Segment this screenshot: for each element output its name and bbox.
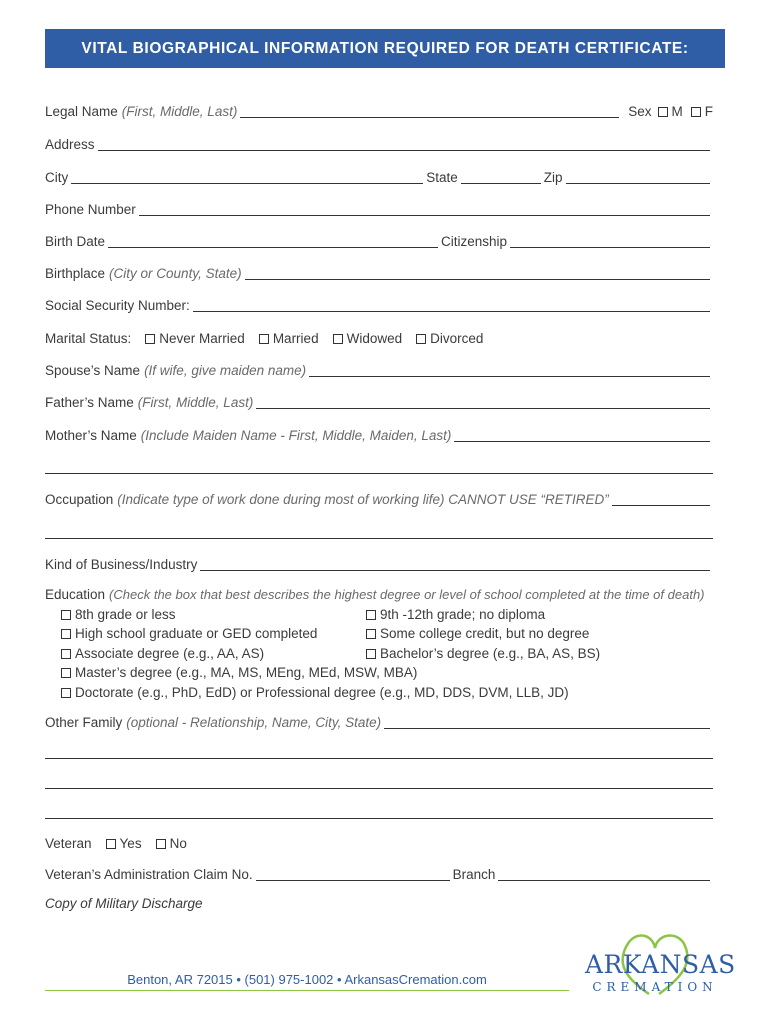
option-label: Some college credit, but no degree: [380, 626, 590, 641]
spouse-hint: (If wife, give maiden name): [144, 363, 307, 378]
birthplace-input[interactable]: [245, 266, 710, 280]
occupation-hint: (Indicate type of work done during most of working life) CANNOT USE “RETIRED”: [117, 492, 609, 507]
mother-label: Mother’s Name: [45, 428, 137, 443]
veteran-row: [45, 836, 713, 852]
edu-option-8th[interactable]: [61, 607, 176, 623]
address-input[interactable]: [98, 137, 710, 151]
va-claim-label: Veteran’s Administration Claim No.: [45, 867, 253, 882]
option-label: Bachelor’s degree (e.g., BA, AS, BS): [380, 646, 601, 661]
sex-f-label: F: [704, 104, 713, 119]
birth-row: [45, 234, 713, 250]
other-family-input[interactable]: [384, 715, 710, 729]
city-input[interactable]: [71, 170, 423, 184]
checkbox-icon[interactable]: [156, 839, 166, 849]
checkbox-icon[interactable]: [366, 649, 376, 659]
legal-name-label: Legal Name: [45, 104, 118, 119]
phone-input[interactable]: [139, 202, 710, 216]
veteran-label: Veteran: [45, 836, 92, 851]
option-label: Married: [272, 331, 319, 346]
checkbox-icon[interactable]: [61, 688, 71, 698]
education-row: [45, 587, 713, 603]
occupation-row: [45, 492, 713, 508]
business-label: Kind of Business/Industry: [45, 557, 198, 572]
option-label: Divorced: [430, 331, 484, 346]
footer-divider: [45, 990, 569, 991]
edu-option-9-12[interactable]: [366, 607, 545, 623]
legal-name-row: [45, 104, 713, 120]
education-hint: (Check the box that best describes the highest degree or level of school completed at the time of death): [109, 587, 705, 602]
ssn-row: [45, 298, 713, 314]
option-label: High school graduate or GED completed: [75, 626, 318, 641]
father-input[interactable]: [256, 395, 710, 409]
marital-married[interactable]: [259, 331, 319, 347]
edu-option-some-college[interactable]: [366, 626, 589, 642]
phone-row: [45, 202, 713, 218]
marital-never-married[interactable]: [145, 331, 245, 347]
spouse-row: [45, 363, 713, 379]
checkbox-icon[interactable]: [366, 629, 376, 639]
form-header: [45, 29, 725, 68]
mother-input-continued[interactable]: [45, 473, 713, 474]
checkbox-icon[interactable]: [61, 610, 71, 620]
address-label: Address: [45, 137, 95, 152]
option-label: Yes: [119, 836, 142, 851]
citizenship-input[interactable]: [510, 234, 710, 248]
city-row: [45, 170, 713, 186]
education-label: Education: [45, 587, 106, 602]
other-family-line-4[interactable]: [45, 818, 713, 819]
sex-label: Sex: [628, 104, 652, 119]
checkbox-icon[interactable]: [61, 668, 71, 678]
edu-option-master[interactable]: [61, 665, 417, 681]
checkbox-icon[interactable]: [145, 334, 155, 344]
ssn-input[interactable]: [193, 298, 710, 312]
legal-name-input[interactable]: [240, 104, 619, 118]
address-row: [45, 137, 713, 153]
option-label: 9th -12th grade; no diploma: [380, 607, 546, 622]
sex-option-m[interactable]: [658, 104, 683, 120]
edu-option-bachelor[interactable]: [366, 646, 600, 662]
option-label: Doctorate (e.g., PhD, EdD) or Professional degree (e.g., MD, DDS, DVM, LLB, JD): [75, 685, 569, 700]
branch-label: Branch: [452, 867, 496, 882]
va-claim-row: [45, 867, 713, 883]
arkansas-cremation-logo: [585, 928, 736, 998]
sex-m-label: M: [671, 104, 683, 119]
veteran-no[interactable]: [156, 836, 187, 852]
phone-label: Phone Number: [45, 202, 136, 217]
other-family-line-3[interactable]: [45, 788, 713, 789]
checkbox-icon[interactable]: [106, 839, 116, 849]
father-row: [45, 395, 713, 411]
discharge-row: [45, 896, 713, 912]
zip-input[interactable]: [566, 170, 710, 184]
mother-hint: (Include Maiden Name - First, Middle, Maiden, Last): [140, 428, 452, 443]
ssn-label: Social Security Number:: [45, 298, 190, 313]
marital-label: Marital Status:: [45, 331, 132, 346]
option-label: Associate degree (e.g., AA, AS): [75, 646, 265, 661]
father-label: Father’s Name: [45, 395, 134, 410]
checkbox-icon[interactable]: [259, 334, 269, 344]
citizenship-label: Citizenship: [441, 234, 508, 249]
birthplace-label: Birthplace: [45, 266, 106, 281]
business-input[interactable]: [200, 557, 710, 571]
checkbox-icon[interactable]: [658, 107, 668, 117]
checkbox-icon[interactable]: [333, 334, 343, 344]
birthplace-row: [45, 266, 713, 282]
marital-divorced[interactable]: [416, 331, 483, 347]
spouse-input[interactable]: [309, 363, 710, 377]
city-label: City: [45, 170, 69, 185]
veteran-yes[interactable]: [106, 836, 142, 852]
occupation-label: Occupation: [45, 492, 114, 507]
logo-sub: CREMATION: [592, 980, 718, 994]
checkbox-icon[interactable]: [61, 629, 71, 639]
legal-name-hint: (First, Middle, Last): [121, 104, 238, 119]
birth-date-label: Birth Date: [45, 234, 106, 249]
edu-option-associate[interactable]: [61, 646, 264, 662]
mother-input[interactable]: [454, 428, 710, 442]
form-title: VITAL BIOGRAPHICAL INFORMATION REQUIRED FOR DEATH CERTIFICATE:: [81, 39, 689, 57]
father-hint: (First, Middle, Last): [137, 395, 254, 410]
occupation-input[interactable]: [612, 492, 710, 506]
other-family-row: [45, 715, 713, 731]
sex-option-f[interactable]: [691, 104, 713, 120]
marital-row: [45, 331, 713, 347]
va-claim-input[interactable]: [256, 867, 450, 881]
option-label: No: [169, 836, 187, 851]
option-label: Widowed: [346, 331, 403, 346]
zip-label: Zip: [543, 170, 563, 185]
marital-widowed[interactable]: [333, 331, 403, 347]
footer-contact: Benton, AR 72015 • (501) 975-1002 • ArkansasCremation.com: [127, 972, 487, 987]
state-label: State: [426, 170, 458, 185]
option-label: Master’s degree (e.g., MA, MS, MEng, MEd, MSW, MBA): [75, 665, 418, 680]
edu-option-doctorate[interactable]: [61, 685, 569, 701]
option-label: Never Married: [159, 331, 245, 346]
occupation-input-continued[interactable]: [45, 538, 713, 539]
other-family-label: Other Family: [45, 715, 123, 730]
checkbox-icon[interactable]: [366, 610, 376, 620]
other-family-hint: (optional - Relationship, Name, City, State): [126, 715, 382, 730]
checkbox-icon[interactable]: [416, 334, 426, 344]
birthplace-hint: (City or County, State): [109, 266, 242, 281]
discharge-label: Copy of Military Discharge: [45, 896, 203, 911]
branch-input[interactable]: [498, 867, 710, 881]
edu-option-highschool[interactable]: [61, 626, 317, 642]
other-family-line-2[interactable]: [45, 758, 713, 759]
birth-date-input[interactable]: [108, 234, 438, 248]
checkbox-icon[interactable]: [61, 649, 71, 659]
mother-row: [45, 428, 713, 444]
state-input[interactable]: [461, 170, 541, 184]
option-label: 8th grade or less: [75, 607, 176, 622]
checkbox-icon[interactable]: [691, 107, 701, 117]
business-row: [45, 557, 713, 573]
logo-word: ARKANSAS: [585, 950, 736, 979]
spouse-label: Spouse’s Name: [45, 363, 141, 378]
